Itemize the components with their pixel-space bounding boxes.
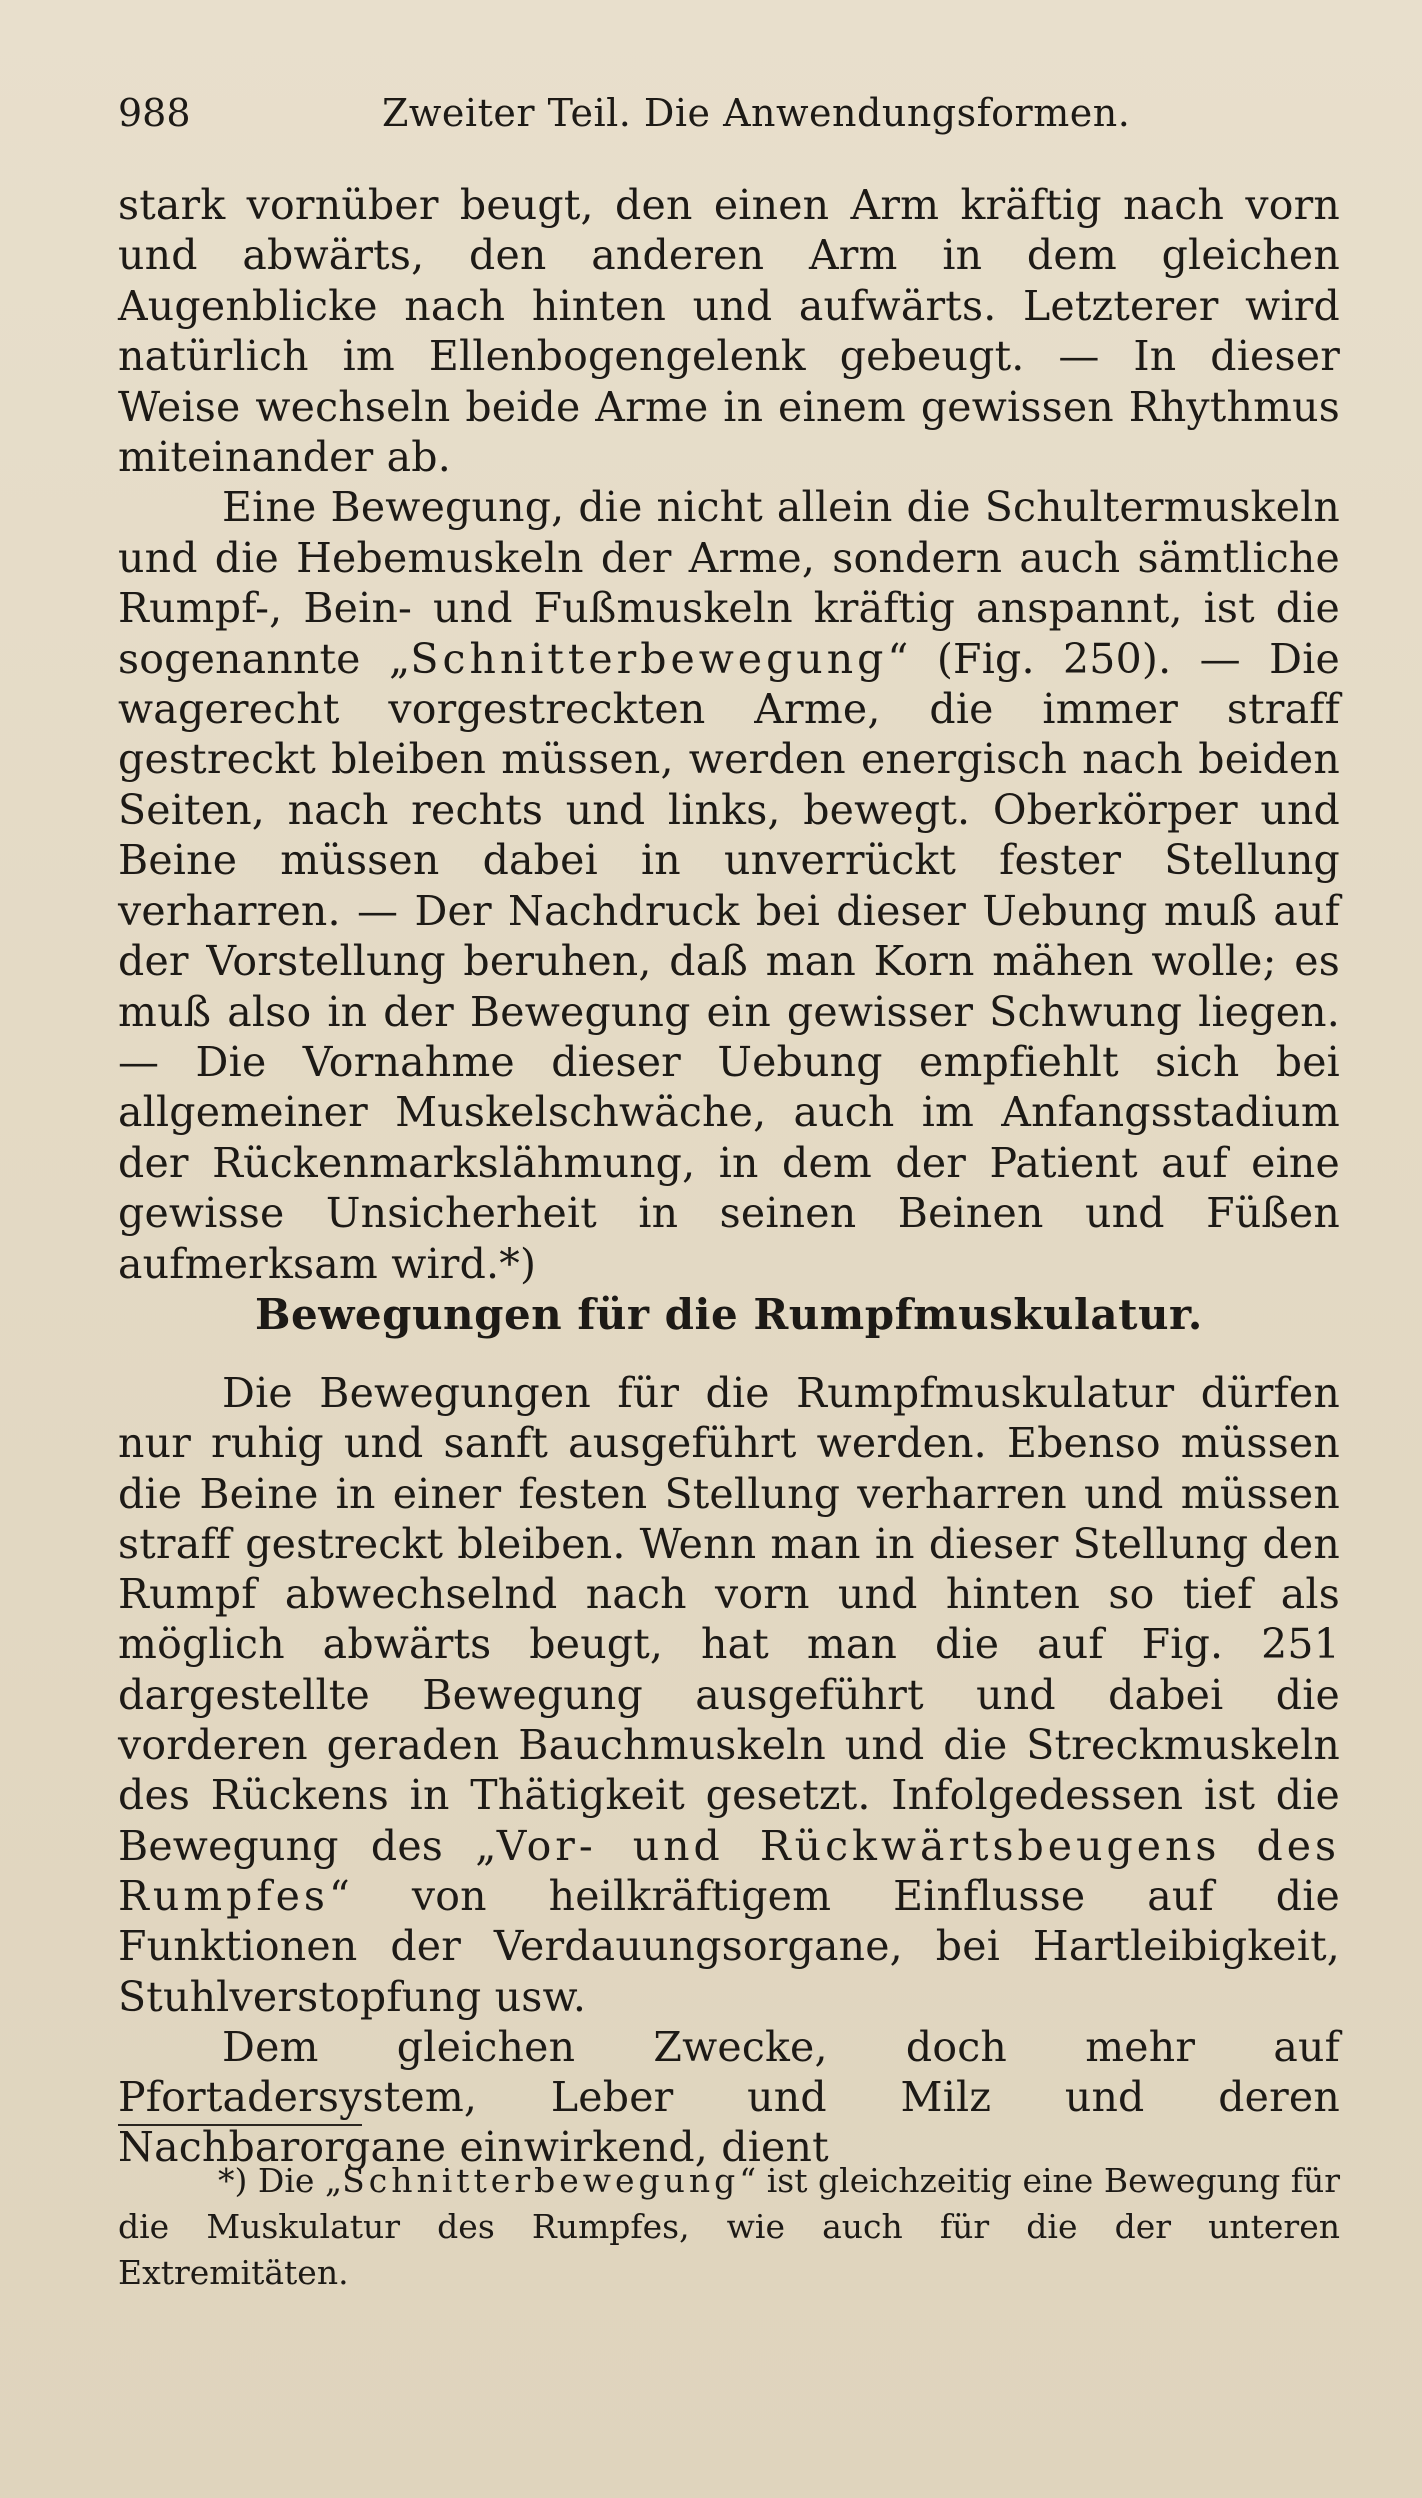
emphasized-term: Schnitterbewegung	[410, 634, 888, 683]
emphasized-term: Vor- und Rückwärtsbeugens des Rumpfes	[118, 1821, 1341, 1920]
footnote	[118, 2158, 1340, 2296]
paragraph-text: “ (Fig. 250). — Die wagerecht vorgestreckten Arme, die immer straff gestreckt bleiben müssen, werden energisch nach beiden Seiten, nach rechts und links, bewegt. Oberkörper und Beine müssen dabei in unverrückt fester Stellung verharren. — Der Nachdruck bei dieser Uebung muß auf der Vorstellung beruhen, daß man Korn mähen wolle; es muß also in der Bewegung ein gewisser Schwung liegen. — Die Vornahme dieser Uebung empfiehlt sich bei allgemeiner Muskelschwäche, auch im Anfangsstadium der Rückenmarkslähmung, in dem der Patient auf eine gewisse Unsicherheit in seinen Beinen und Füßen aufmerksam wird.*)	[118, 634, 1340, 1288]
paragraph-trunk-bending	[118, 1368, 1340, 2022]
footnote-text: “ ist gleichzeitig eine Bewegung für die Muskulatur des Rumpfes, wie auch für die der unteren Extremitäten.	[118, 2161, 1340, 2292]
footnote-divider	[118, 2124, 362, 2126]
footnote-text: *) Die „	[218, 2161, 343, 2200]
section-trunk-movements	[118, 1368, 1340, 2173]
section-heading: Bewegungen für die Rumpfmuskulatur.	[255, 1290, 1203, 1339]
page-number: 988	[118, 91, 191, 135]
page-header	[118, 88, 1218, 138]
paragraph-text: Eine Bewegung, die nicht allein die Schultermuskeln und die Hebemuskeln der Arme, sondern auch sämtliche Rumpf-, Bein- und Fußmuskeln kräftig anspannt, ist die sogenannte „	[118, 483, 1340, 683]
paragraph-text: Die Bewegungen für die Rumpfmuskulatur dürfen nur ruhig und sanft ausgeführt werden. Ebenso müssen die Beine in einer festen Stellung verharren und müssen straff gestreckt bleiben. Wenn man in dieser Stellung den Rumpf abwechselnd nach vorn und hinten so tief als möglich abwärts beugt, hat man die auf Fig. 251 dargestellte Bewegung ausgeführt und dabei die vorderen geraden Bauchmuskeln und die Streckmuskeln des Rückens in Thätigkeit gesetzt. Infolgedessen ist die Bewegung des „	[118, 1369, 1340, 1870]
section-arm-movements	[118, 180, 1340, 1289]
running-head: Zweiter Teil. Die Anwendungsformen.	[382, 91, 1131, 135]
paragraph-schnitterbewegung	[118, 482, 1340, 1289]
emphasized-term: Schnitterbewegung	[342, 2161, 740, 2200]
paragraph-same-purpose: Dem gleichen Zwecke, doch mehr auf Pfortadersystem, Leber und Milz und deren Nachbarorgane einwirkend, dient	[118, 2022, 1340, 2172]
paragraph-arm-rhythm: stark vornüber beugt, den einen Arm kräftig nach vorn und abwärts, den anderen Arm in dem gleichen Augenblicke nach hinten und aufwärts. Letzterer wird natürlich im Ellenbogengelenk gebeugt. — In dieser Weise wechseln beide Arme in einem gewissen Rhythmus miteinander ab.	[118, 181, 1340, 482]
paragraph-text: “ von heilkräftigem Einflusse auf die Funktionen der Verdauungsorgane, bei Hartleibigkeit, Stuhlverstopfung usw.	[118, 1871, 1340, 2021]
